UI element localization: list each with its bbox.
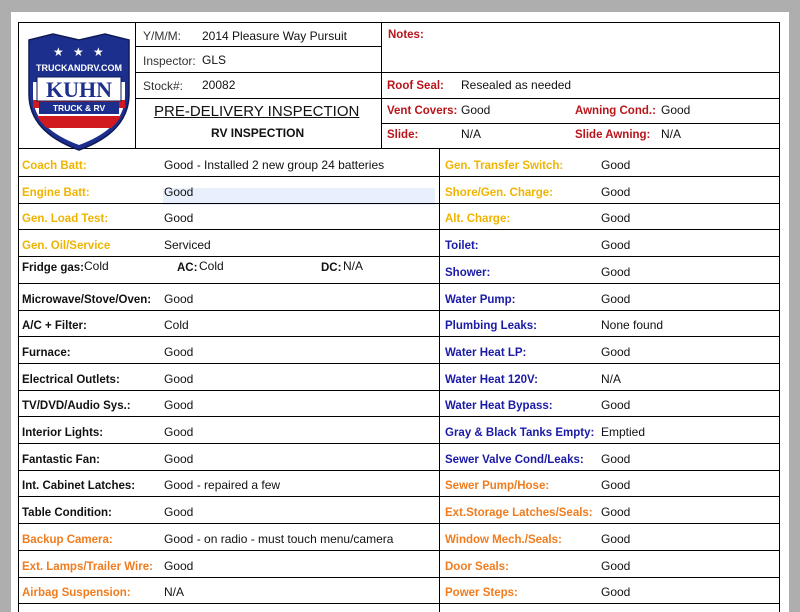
row-divider	[18, 176, 780, 177]
left-value-ext-lamps-trailer-wire[interactable]: Good	[164, 558, 194, 573]
left-value-a-c-filter[interactable]: Cold	[164, 318, 189, 333]
left-value-tv-dvd-audio-sys[interactable]: Good	[164, 398, 194, 413]
right-label-shore-gen-charge: Shore/Gen. Charge:	[445, 186, 553, 199]
awning-label: Awning Cond.:	[575, 105, 656, 117]
page-subtitle: RV INSPECTION	[211, 126, 305, 140]
svg-text:KUHN: KUHN	[46, 77, 112, 102]
body-center-divider	[439, 148, 440, 612]
row-divider	[18, 283, 780, 284]
vent-covers-value[interactable]: Good	[461, 103, 491, 117]
right-label-plumbing-leaks: Plumbing Leaks:	[445, 320, 538, 333]
right-value-water-heat-bypass[interactable]: Good	[601, 398, 631, 413]
vent-covers-label: Vent Covers:	[387, 105, 458, 117]
ymm-value[interactable]: 2014 Pleasure Way Pursuit	[202, 29, 347, 43]
left-value-electrical-outlets[interactable]: Good	[164, 371, 194, 386]
left-label-int-cabinet-latches: Int. Cabinet Latches:	[22, 480, 136, 493]
fridge-gas-value[interactable]: Cold	[84, 259, 109, 273]
left-label-tv-dvd-audio-sys: TV/DVD/Audio Sys.:	[22, 400, 131, 413]
left-value-int-cabinet-latches[interactable]: Good - repaired a few	[164, 478, 281, 493]
right-value-water-heat-120v[interactable]: N/A	[601, 371, 622, 386]
inspector-label: Inspector:	[143, 54, 196, 68]
notes-bottom-line	[381, 72, 780, 73]
vent-bottom-line	[381, 123, 780, 124]
row-divider	[18, 496, 780, 497]
right-label-window-mech-seals: Window Mech./Seals:	[445, 533, 562, 546]
header-line-1	[135, 46, 381, 47]
left-label-airbag-suspension: Airbag Suspension:	[22, 587, 131, 600]
left-value-table-condition[interactable]: Good	[164, 505, 194, 520]
left-label-microwave-stove-oven: Microwave/Stove/Oven:	[22, 293, 152, 306]
row-divider	[18, 550, 780, 551]
roof-bottom-line	[381, 98, 780, 99]
header-line-3	[135, 98, 381, 99]
row-divider	[18, 603, 780, 604]
row-divider	[18, 470, 780, 471]
slide-awning-label: Slide Awning:	[575, 129, 651, 141]
left-label-furnace: Furnace:	[22, 346, 71, 359]
left-label-table-condition: Table Condition:	[22, 507, 112, 520]
right-value-water-heat-lp[interactable]: Good	[601, 344, 631, 359]
left-value-airbag-suspension[interactable]: N/A	[164, 585, 185, 600]
left-label-fantastic-fan: Fantastic Fan:	[22, 453, 100, 466]
right-value-alt-charge[interactable]: Good	[601, 211, 631, 226]
right-value-toilet[interactable]: Good	[601, 238, 631, 253]
left-value-coach-batt[interactable]: Good - Installed 2 new group 24 batteries	[164, 158, 385, 172]
right-value-gray-black-tanks-empty[interactable]: Emptied	[601, 425, 646, 439]
slide-label: Slide:	[387, 129, 419, 141]
stock-label: Stock#:	[143, 79, 184, 93]
right-label-alt-charge: Alt. Charge:	[445, 213, 511, 226]
right-value-window-mech-seals[interactable]: Good	[601, 531, 631, 546]
right-label-toilet: Toilet:	[445, 240, 479, 253]
left-label-backup-camera: Backup Camera:	[22, 533, 113, 546]
svg-text:TRUCKANDRV.COM: TRUCKANDRV.COM	[35, 63, 123, 73]
awning-value[interactable]: Good	[661, 103, 691, 117]
left-label-a-c-filter: A/C + Filter:	[22, 320, 87, 333]
header-center-divider	[381, 22, 382, 148]
right-value-power-steps[interactable]: Good	[601, 585, 631, 600]
left-label-interior-lights: Interior Lights:	[22, 427, 104, 439]
row-divider	[18, 443, 780, 444]
left-label-ext-lamps-trailer-wire: Ext. Lamps/Trailer Wire:	[22, 560, 153, 573]
left-value-interior-lights[interactable]: Good	[164, 425, 194, 439]
inspector-value[interactable]: GLS	[202, 53, 227, 67]
stock-value[interactable]: 20082	[202, 78, 236, 92]
fridge-gas-label: Fridge gas:	[22, 262, 84, 274]
roof-seal-value[interactable]: Resealed as needed	[461, 78, 572, 92]
right-label-sewer-pump-hose: Sewer Pump/Hose:	[445, 480, 550, 493]
fridge-ac-label: AC:	[177, 262, 198, 274]
right-label-gray-black-tanks-empty: Gray & Black Tanks Empty:	[445, 427, 595, 439]
right-value-gen-transfer-switch[interactable]: Good	[601, 158, 631, 172]
page-title: PRE-DELIVERY INSPECTION	[154, 103, 360, 120]
right-value-door-seals[interactable]: Good	[601, 558, 631, 573]
slide-awning-value[interactable]: N/A	[661, 127, 682, 141]
row-divider	[18, 336, 780, 337]
left-value-engine-batt[interactable]: Good	[164, 184, 194, 199]
left-value-furnace[interactable]: Good	[164, 344, 194, 359]
right-label-ext-storage-latches-seals: Ext.Storage Latches/Seals:	[445, 507, 593, 520]
svg-text:TRUCK & RV: TRUCK & RV	[52, 103, 106, 113]
fridge-dc-value[interactable]: N/A	[343, 259, 364, 273]
left-value-gen-load-test[interactable]: Good	[164, 211, 194, 226]
right-value-sewer-pump-hose[interactable]: Good	[601, 478, 631, 493]
fridge-ac-value[interactable]: Cold	[199, 259, 224, 273]
left-label-engine-batt: Engine Batt:	[22, 186, 90, 199]
row-divider	[18, 363, 780, 364]
right-value-water-pump[interactable]: Good	[601, 291, 631, 306]
row-divider	[18, 416, 780, 417]
left-value-backup-camera[interactable]: Good - on radio - must touch menu/camera	[164, 531, 394, 546]
left-value-gen-oil-service[interactable]: Serviced	[164, 238, 211, 253]
right-label-sewer-valve-cond-leaks: Sewer Valve Cond/Leaks:	[445, 453, 584, 466]
row-divider	[18, 390, 780, 391]
right-label-door-seals: Door Seals:	[445, 560, 509, 573]
inspection-sheet	[11, 12, 789, 612]
row-divider	[18, 523, 780, 524]
left-label-gen-oil-service: Gen. Oil/Service	[22, 240, 111, 253]
left-label-coach-batt: Coach Batt:	[22, 160, 87, 172]
right-label-water-pump: Water Pump:	[445, 293, 516, 306]
right-value-plumbing-leaks[interactable]: None found	[601, 318, 664, 333]
right-label-gen-transfer-switch: Gen. Transfer Switch:	[445, 160, 564, 172]
left-label-gen-load-test: Gen. Load Test:	[22, 213, 109, 226]
right-value-shore-gen-charge[interactable]: Good	[601, 184, 631, 199]
row-divider	[18, 229, 780, 230]
right-label-power-steps: Power Steps:	[445, 587, 518, 600]
fridge-dc-label: DC:	[321, 262, 342, 274]
header-line-2	[135, 72, 381, 73]
notes-label: Notes:	[388, 29, 424, 41]
right-value-shower[interactable]: Good	[601, 264, 631, 279]
right-label-shower: Shower:	[445, 266, 491, 279]
left-value-microwave-stove-oven[interactable]: Good	[164, 291, 194, 306]
row-divider	[18, 310, 780, 311]
logo-divider	[135, 22, 136, 148]
right-label-water-heat-120v: Water Heat 120V:	[445, 373, 538, 386]
right-label-water-heat-lp: Water Heat LP:	[445, 346, 527, 359]
svg-text:★: ★	[93, 45, 104, 59]
row-divider	[18, 577, 780, 578]
right-value-sewer-valve-cond-leaks[interactable]: Good	[601, 451, 631, 466]
ymm-label: Y/M/M:	[143, 29, 181, 43]
roof-seal-label: Roof Seal:	[387, 80, 444, 92]
row-divider	[18, 256, 780, 257]
kuhn-logo	[23, 30, 135, 152]
right-value-ext-storage-latches-seals[interactable]: Good	[601, 505, 631, 520]
slide-value[interactable]: N/A	[461, 127, 482, 141]
svg-text:★: ★	[53, 45, 64, 59]
left-label-electrical-outlets: Electrical Outlets:	[22, 373, 120, 386]
right-label-water-heat-bypass: Water Heat Bypass:	[445, 400, 553, 413]
row-divider	[18, 203, 780, 204]
svg-text:★: ★	[73, 45, 84, 59]
left-value-fantastic-fan[interactable]: Good	[164, 451, 194, 466]
